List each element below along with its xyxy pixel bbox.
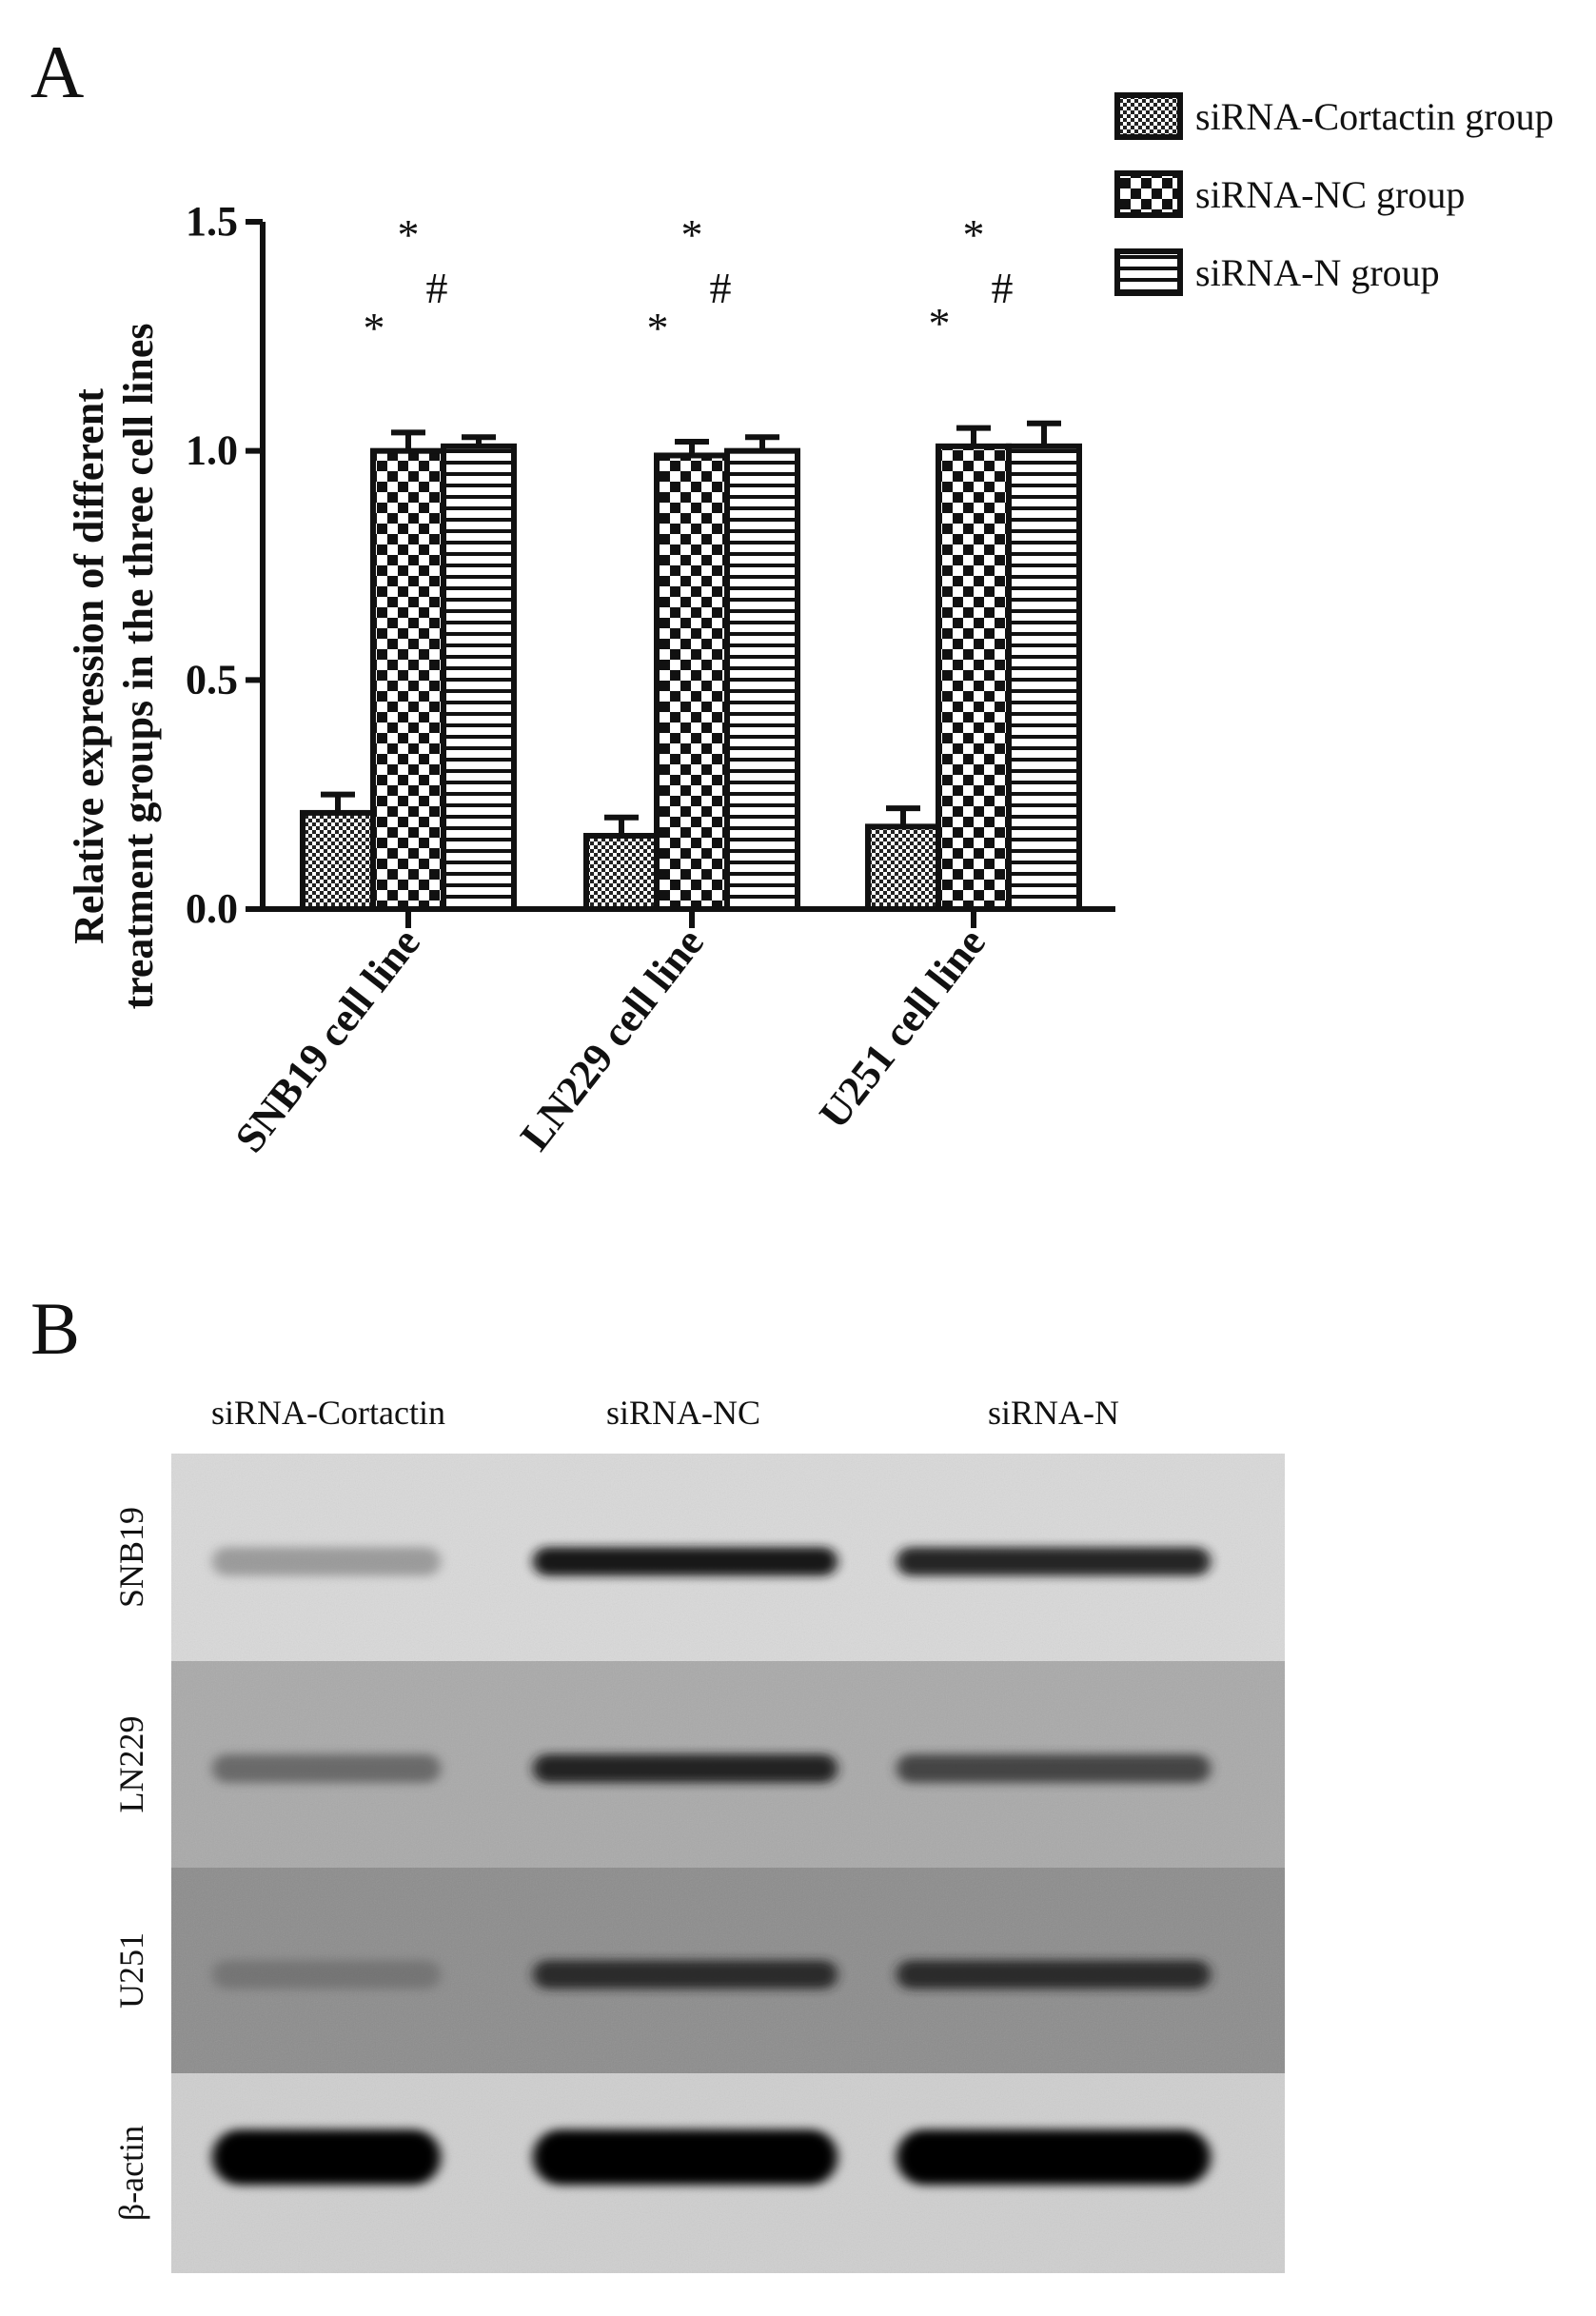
legend-label: siRNA-Cortactin group <box>1195 95 1554 138</box>
y-axis-label <box>66 323 162 1009</box>
blot-column-label: siRNA-N <box>987 1394 1120 1432</box>
blot-band <box>533 1754 837 1783</box>
blot-row <box>112 2073 1285 2273</box>
blot-band <box>212 1547 441 1575</box>
blot-band <box>533 1547 837 1575</box>
legend <box>1117 95 1554 294</box>
bar-chart <box>66 95 1554 1161</box>
blot-column-label: siRNA-NC <box>605 1394 761 1432</box>
y-tick-label: 1.0 <box>186 426 238 474</box>
asterisk-mark: * <box>397 210 420 259</box>
legend-swatch <box>1117 95 1180 137</box>
blot-row-label: β-actin <box>112 2125 150 2222</box>
bar <box>1009 446 1079 909</box>
blot-row <box>112 1454 1285 1661</box>
blot-band <box>533 2129 837 2185</box>
bar <box>727 451 798 909</box>
y-axis-label-line-2: treatment groups in the three cell lines <box>115 323 162 1010</box>
legend-label: siRNA-N group <box>1195 251 1440 294</box>
hash-mark: # <box>425 264 448 312</box>
western-blot <box>112 1394 1285 2273</box>
blot-band <box>897 1547 1211 1575</box>
y-tick-label: 0.0 <box>186 885 238 932</box>
bars <box>303 446 1079 909</box>
y-ticks <box>186 198 263 932</box>
y-tick-label: 1.5 <box>186 198 238 245</box>
blot-row <box>112 1661 1285 1868</box>
blot-band <box>212 1754 441 1783</box>
bar <box>443 446 514 909</box>
panel-a-letter: A <box>30 30 85 113</box>
blot-column-label: siRNA-Cortactin <box>211 1394 445 1432</box>
blot-row-label: LN229 <box>112 1715 150 1813</box>
blot-row-label: U251 <box>112 1932 150 2009</box>
bar <box>373 451 443 909</box>
blot-row <box>112 1868 1285 2073</box>
asterisk-mark: * <box>928 299 951 347</box>
bar <box>868 826 938 909</box>
category-label: SNB19 cell line <box>226 919 429 1161</box>
asterisk-mark: * <box>646 304 669 352</box>
y-tick-label: 0.5 <box>186 656 238 703</box>
category-label: LN229 cell line <box>511 919 713 1159</box>
blot-band <box>212 1960 441 1989</box>
bar <box>938 446 1009 909</box>
bar <box>657 455 727 909</box>
blot-rows <box>112 1454 1285 2273</box>
hash-mark: # <box>991 264 1014 312</box>
blot-band <box>897 2129 1211 2185</box>
bar <box>586 836 657 909</box>
bar <box>303 813 373 909</box>
y-axis-label-line-1: Relative expression of different <box>66 388 112 944</box>
asterisk-mark: * <box>363 304 385 352</box>
category-labels <box>227 920 995 1161</box>
category-label: U251 cell line <box>810 919 995 1138</box>
panel-b-letter: B <box>30 1287 81 1370</box>
blot-row-label: SNB19 <box>112 1506 150 1609</box>
blot-band <box>897 1960 1211 1989</box>
asterisk-mark: * <box>680 210 703 259</box>
hash-mark: # <box>709 264 732 312</box>
blot-band <box>212 2129 441 2185</box>
legend-swatch <box>1117 251 1180 293</box>
blot-band <box>897 1754 1211 1783</box>
legend-label: siRNA-NC group <box>1195 173 1466 216</box>
blot-band <box>533 1960 837 1989</box>
blot-column-labels <box>211 1394 1119 1432</box>
significance-marks <box>364 210 1014 352</box>
legend-swatch <box>1117 173 1180 215</box>
asterisk-mark: * <box>962 210 985 259</box>
